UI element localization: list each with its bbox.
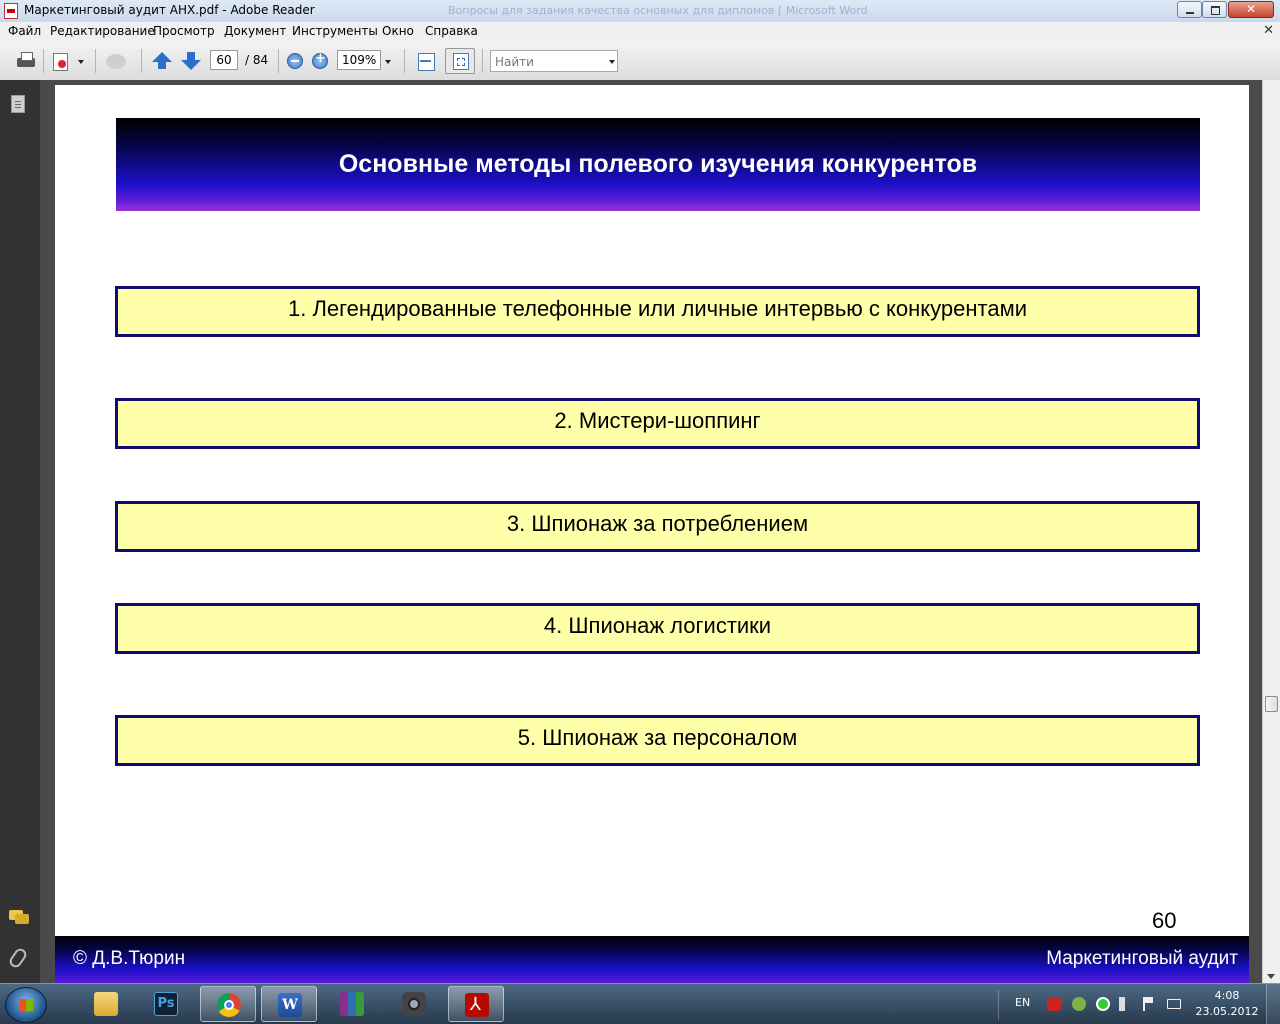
menu-bar: [0, 22, 1280, 41]
comments-icon[interactable]: [9, 910, 29, 924]
scrollbar-thumb[interactable]: [1265, 696, 1278, 712]
menu-view[interactable]: Просмотр: [153, 24, 215, 38]
search-dropdown-icon[interactable]: [609, 60, 615, 64]
zoom-level-input[interactable]: 109%: [337, 50, 381, 70]
window-title: Маркетинговый аудит АНХ.pdf - Adobe Reader: [24, 3, 315, 17]
share-icon[interactable]: [50, 51, 72, 71]
chevron-down-icon[interactable]: [78, 60, 84, 64]
minimize-button[interactable]: [1177, 1, 1202, 18]
taskbar-explorer[interactable]: [78, 986, 134, 1022]
method-item: 3. Шпионаж за потреблением: [115, 501, 1200, 552]
footer-author: © Д.В.Тюрин: [73, 948, 186, 969]
next-page-icon[interactable]: [180, 51, 202, 71]
language-indicator[interactable]: EN: [1015, 996, 1031, 1009]
taskbar-chrome[interactable]: [200, 986, 256, 1022]
scroll-down-icon[interactable]: [1267, 974, 1275, 979]
camera-icon: [402, 992, 426, 1016]
menu-edit[interactable]: Редактирование: [50, 24, 155, 38]
status-tray-icon[interactable]: [1096, 997, 1110, 1011]
slide-title: Основные методы полевого изучения конкурентов: [338, 150, 978, 178]
acrobat-tray-icon[interactable]: [1047, 997, 1061, 1011]
vertical-scrollbar[interactable]: [1262, 80, 1280, 983]
taskbar-winrar[interactable]: [324, 986, 380, 1022]
chrome-icon: [217, 993, 241, 1017]
folder-icon: [94, 992, 118, 1016]
attachments-icon[interactable]: [7, 946, 28, 969]
zoom-dropdown-icon[interactable]: [385, 60, 391, 64]
tray-separator: [998, 990, 999, 1020]
acrobat-icon: [465, 993, 489, 1017]
photoshop-icon: Ps: [154, 992, 178, 1016]
previous-page-icon[interactable]: [151, 51, 173, 71]
toolbar-separator: [482, 49, 483, 73]
network-icon[interactable]: [1167, 999, 1181, 1009]
menu-window[interactable]: Окно: [382, 24, 414, 38]
background-window-title: Вопросы для задания качества основных для дипломов [ Microsoft Word: [448, 4, 868, 17]
toolbar-separator: [95, 49, 96, 73]
document-area[interactable]: [40, 80, 1262, 983]
zoom-in-icon[interactable]: [312, 53, 328, 69]
close-button[interactable]: [1228, 1, 1274, 18]
method-item: 2. Мистери-шоппинг: [115, 398, 1200, 449]
start-button[interactable]: [5, 987, 47, 1023]
toolbar-separator: [278, 49, 279, 73]
volume-icon[interactable]: [1119, 997, 1125, 1011]
method-item: 5. Шпионаж за персоналом: [115, 715, 1200, 766]
navigation-pane: [0, 80, 40, 983]
restore-button[interactable]: [1202, 1, 1227, 18]
search-input[interactable]: [493, 52, 605, 72]
menu-file[interactable]: Файл: [8, 24, 42, 38]
taskbar-photoshop[interactable]: [138, 986, 194, 1022]
page-total: / 84: [245, 53, 269, 67]
menu-tools[interactable]: Инструменты: [292, 24, 378, 38]
slide-footer: [55, 936, 1249, 983]
adobe-reader-icon: [4, 3, 18, 19]
toolbar-separator: [141, 49, 142, 73]
clock-date[interactable]: 23.05.2012: [1195, 1005, 1259, 1018]
toolbar-separator: [404, 49, 405, 73]
slide-page-number: 60: [1152, 908, 1177, 933]
menu-document[interactable]: Документ: [224, 24, 287, 38]
clock-time[interactable]: 4:08: [1214, 989, 1240, 1002]
slide-header: [116, 118, 1200, 211]
pdf-page: [55, 85, 1249, 983]
page-thumbnails-icon[interactable]: [11, 95, 25, 113]
print-icon[interactable]: [15, 51, 37, 71]
flag-icon[interactable]: [1143, 997, 1155, 1011]
winrar-icon: [340, 992, 364, 1016]
toolbar-separator: [43, 49, 44, 73]
close-document-icon[interactable]: ✕: [1263, 23, 1274, 38]
taskbar-camera[interactable]: [386, 986, 442, 1022]
zoom-out-icon[interactable]: [287, 53, 303, 69]
title-bar: [0, 0, 1280, 23]
toolbar: [0, 41, 1280, 81]
menu-help[interactable]: Справка: [425, 24, 478, 38]
taskbar: [0, 983, 1280, 1024]
method-item: 1. Легендированные телефонные или личные интервью с конкурентами: [115, 286, 1200, 337]
show-desktop-button[interactable]: [1266, 984, 1280, 1024]
footer-course: Маркетинговый аудит: [1046, 948, 1238, 969]
fit-width-icon[interactable]: [415, 51, 437, 71]
page-number-input[interactable]: 60: [210, 50, 238, 70]
cloud-icon: [105, 51, 127, 71]
word-icon: W: [278, 993, 302, 1017]
method-item: 4. Шпионаж логистики: [115, 603, 1200, 654]
update-tray-icon[interactable]: [1072, 997, 1086, 1011]
search-box: [490, 50, 618, 72]
fit-page-icon[interactable]: [445, 48, 475, 74]
taskbar-word[interactable]: [261, 986, 317, 1022]
taskbar-acrobat[interactable]: [448, 986, 504, 1022]
